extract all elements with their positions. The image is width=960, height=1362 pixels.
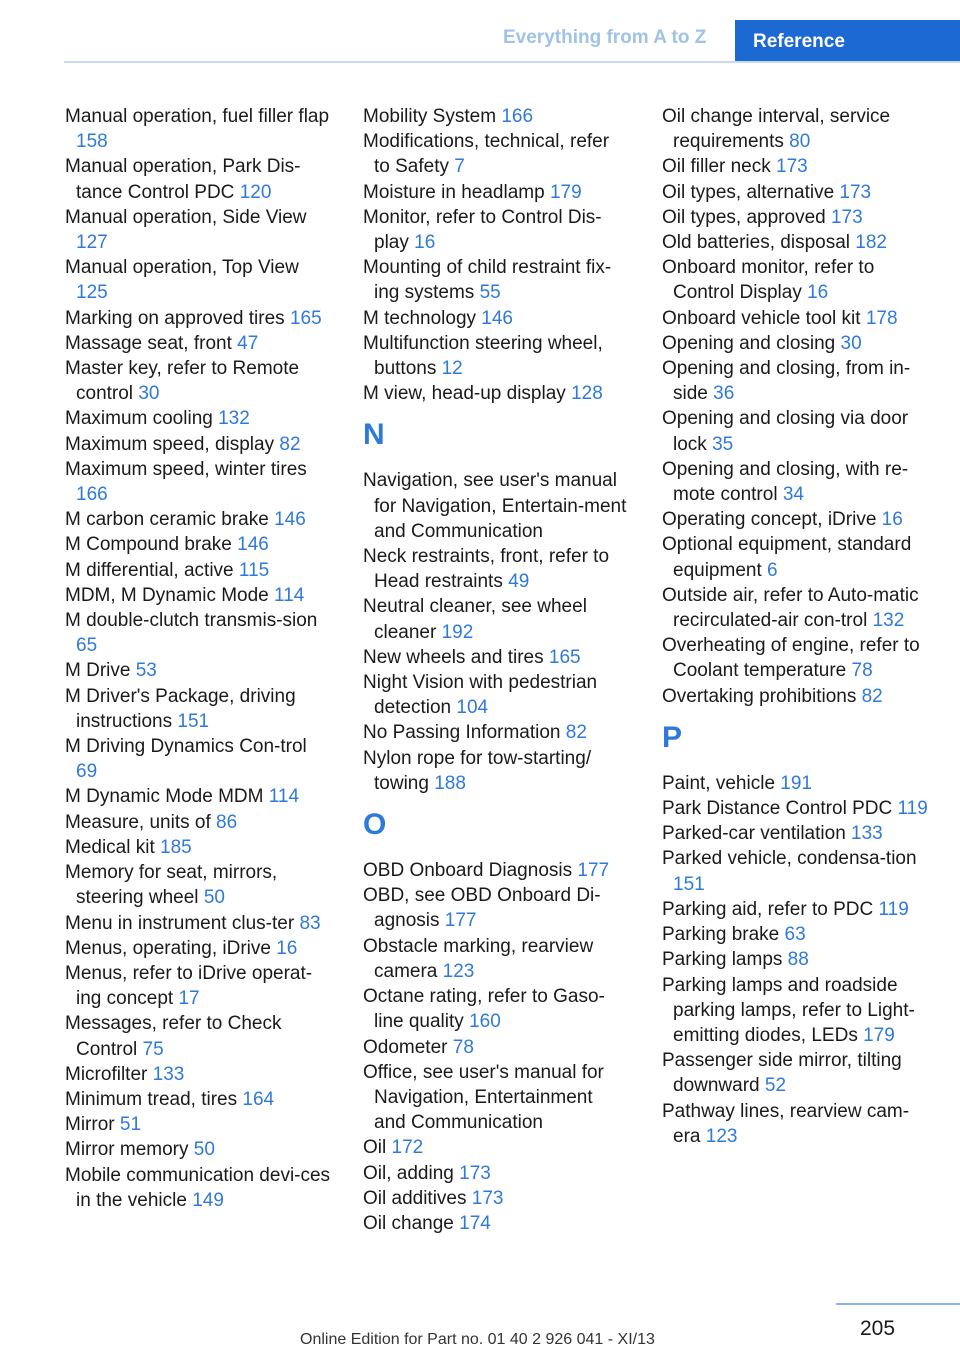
index-entry [65, 1163, 331, 1213]
page-link[interactable]: 80 [789, 131, 811, 153]
index-entry [65, 608, 331, 658]
index-term: Menu in instrument clus‐ter [65, 912, 295, 934]
index-term: Master key, refer to Remote control [65, 358, 300, 405]
page-link[interactable]: 120 [239, 181, 272, 203]
index-entry [65, 1062, 331, 1087]
index-term: Minimum tread, tires [65, 1088, 238, 1110]
index-term: Moisture in headlamp [363, 181, 545, 203]
page-link[interactable]: 158 [76, 131, 108, 153]
page-number: 205 [860, 1317, 896, 1340]
index-term: Oil filler neck [662, 156, 771, 178]
index-entry [662, 633, 928, 683]
page-link[interactable]: 16 [276, 937, 298, 959]
index-entry [65, 255, 331, 305]
page-link[interactable]: 188 [434, 772, 466, 794]
page-link[interactable]: 127 [76, 232, 108, 254]
page-link[interactable]: 178 [865, 307, 898, 329]
index-entry [65, 784, 331, 809]
index-entry [65, 406, 331, 431]
index-term: M differential, active [65, 559, 234, 581]
index-entry [662, 230, 928, 255]
page-link[interactable]: 123 [705, 1125, 738, 1147]
page-link[interactable]: 52 [764, 1075, 787, 1097]
index-term: Opening and closing, with re‐mote control [662, 458, 909, 506]
index-term: Memory for seat, mirrors, steering wheel [65, 862, 278, 909]
index-entry [363, 381, 629, 406]
index-entry [662, 1099, 928, 1149]
index-entry [662, 922, 928, 947]
page-link[interactable]: 69 [76, 761, 98, 783]
index-entry [65, 810, 331, 835]
index-entry [65, 432, 331, 457]
page-link[interactable]: 82 [279, 433, 301, 455]
index-entry [363, 129, 629, 179]
index-term: Menus, operating, iDrive [65, 937, 271, 959]
index-entry [363, 331, 629, 381]
index-term: Medical kit [65, 836, 155, 858]
index-term: OBD, see OBD Onboard Di‐agnosis [363, 885, 601, 932]
index-term: M view, head-up display [363, 383, 566, 405]
index-entry [65, 658, 331, 683]
index-term: Manual operation, fuel filler flap [65, 106, 330, 127]
index-term: Paint, vehicle [662, 772, 776, 794]
index-term: M double-clutch transmis‐sion [65, 610, 318, 632]
page-link[interactable]: 63 [784, 924, 806, 946]
index-term: Mobility System [363, 106, 497, 127]
page-link[interactable]: 177 [444, 910, 477, 932]
page-link[interactable]: 151 [673, 873, 705, 895]
page-link[interactable]: 173 [839, 181, 872, 203]
page-link[interactable]: 182 [855, 232, 887, 254]
page-link[interactable]: 78 [851, 660, 873, 682]
index-term: M Dynamic Mode MDM [65, 786, 264, 808]
index-entry [363, 180, 629, 205]
page-link[interactable]: 119 [878, 898, 909, 920]
index-letter-o: O [363, 808, 387, 842]
index-term: Parked-car ventilation [662, 823, 846, 845]
index-entry [363, 1186, 629, 1211]
page-link[interactable]: 7 [454, 156, 465, 178]
reference-tab-label: Reference [753, 31, 845, 52]
index-entry [65, 936, 331, 961]
page-link[interactable]: 177 [577, 860, 610, 882]
page-link[interactable]: 173 [459, 1162, 491, 1184]
index-entry [662, 255, 928, 305]
reference-tab[interactable] [735, 20, 960, 62]
page-link[interactable]: 115 [238, 559, 270, 581]
index-term: Overtaking prohibitions [662, 685, 857, 707]
index-entry [65, 558, 331, 583]
index-term: Neck restraints, front, refer to Head restraints [363, 546, 610, 593]
index-entry [65, 154, 331, 204]
index-entry [65, 684, 331, 734]
index-term: Navigation, see user's manual for Navigation, Entertain‐ment and Communication [363, 470, 627, 542]
page-link[interactable]: 165 [289, 307, 322, 329]
page-link[interactable]: 34 [782, 484, 804, 506]
index-entry [363, 255, 629, 305]
index-term: MDM, M Dynamic Mode [65, 584, 269, 606]
page-link[interactable]: 6 [767, 559, 778, 581]
index-term: M Driving Dynamics Con‐trol [65, 736, 307, 758]
index-term: Nylon rope for tow-starting/ towing [363, 747, 592, 794]
index-term: M Drive [65, 660, 131, 682]
page-link[interactable]: 128 [571, 383, 603, 405]
index-term: OBD Onboard Diagnosis [363, 860, 573, 882]
page-link[interactable]: 179 [549, 181, 582, 203]
index-column-2 [363, 104, 629, 1236]
index-term: New wheels and tires [363, 646, 544, 668]
page-link[interactable]: 133 [152, 1063, 185, 1085]
index-term: M carbon ceramic brake [65, 509, 269, 531]
index-column-1 [65, 104, 331, 1213]
index-term: Manual operation, Park Dis‐tance Control PDC [65, 156, 301, 203]
page-link[interactable]: 12 [441, 358, 463, 380]
index-term: Multifunction steering wheel, buttons [363, 332, 603, 380]
page-link[interactable]: 51 [119, 1114, 142, 1136]
index-term: Massage seat, front [65, 332, 232, 354]
index-entry [662, 331, 928, 356]
page-link[interactable]: 30 [138, 383, 160, 405]
index-term: Monitor, refer to Control Dis‐play [363, 206, 602, 254]
index-entry [363, 670, 629, 720]
page-link[interactable]: 47 [237, 332, 259, 354]
index-term: Passenger side mirror, tilting downward [662, 1050, 902, 1097]
index-term: Mirror [65, 1114, 115, 1136]
index-entry [363, 594, 629, 644]
page-link[interactable]: 123 [442, 960, 475, 982]
index-entry [662, 406, 928, 456]
index-entry [662, 1048, 928, 1098]
index-entry [363, 1161, 629, 1186]
index-entry [65, 1011, 331, 1061]
footer-rule [836, 1303, 960, 1305]
page-link[interactable]: 86 [216, 811, 238, 833]
page-link[interactable]: 160 [469, 1011, 501, 1033]
page-link[interactable]: 82 [565, 722, 587, 744]
index-entry [65, 835, 331, 860]
index-entry [662, 583, 928, 633]
index-term: Oil types, alternative [662, 181, 835, 203]
page-link[interactable]: 16 [881, 509, 903, 531]
page-link[interactable]: 185 [160, 836, 192, 858]
index-term: No Passing Information [363, 722, 561, 744]
index-term: Measure, units of [65, 811, 211, 833]
page-link[interactable]: 75 [142, 1038, 164, 1060]
section-title: Everything from A to Z [503, 27, 707, 48]
index-column-3 [662, 104, 928, 1149]
page-link[interactable]: 49 [508, 571, 530, 593]
index-term: Parking lamps and roadside parking lamps, refer to Light-emitting diodes, LEDs [662, 974, 915, 1046]
page-link[interactable]: 88 [787, 949, 809, 971]
index-entry [65, 911, 331, 936]
page-link[interactable]: 114 [274, 584, 305, 606]
index-entry [65, 1137, 331, 1162]
page-link[interactable]: 114 [268, 786, 300, 808]
page-link[interactable]: 119 [897, 798, 928, 820]
index-term: Oil additives [363, 1187, 467, 1209]
index-term: Operating concept, iDrive [662, 509, 877, 531]
index-term: Modifications, technical, refer to Safety [363, 131, 610, 178]
index-term: Menus, refer to iDrive operat‐ing concept [65, 962, 313, 1010]
page-link[interactable]: 174 [459, 1212, 491, 1234]
index-entry [65, 356, 331, 406]
index-entry [662, 796, 928, 821]
page-link[interactable]: 36 [713, 383, 735, 405]
page-link[interactable]: 16 [807, 282, 829, 304]
index-entry [363, 858, 629, 883]
index-entry [363, 645, 629, 670]
index-entry [363, 1035, 629, 1060]
page-link[interactable]: 50 [203, 887, 225, 909]
index-entry [662, 507, 928, 532]
index-entry [662, 821, 928, 846]
index-entry [65, 1087, 331, 1112]
page-link[interactable]: 192 [441, 621, 474, 643]
index-letter-p: P [662, 720, 683, 754]
page-link[interactable]: 83 [299, 912, 321, 934]
page-link[interactable]: 164 [242, 1088, 275, 1110]
index-term: Oil [363, 1137, 387, 1159]
index-entry [65, 306, 331, 331]
page-link[interactable]: 125 [76, 282, 108, 304]
index-entry [65, 734, 331, 784]
index-entry [363, 1135, 629, 1160]
index-term: Odometer [363, 1036, 448, 1058]
page-link[interactable]: 179 [863, 1024, 895, 1046]
index-entry [363, 306, 629, 331]
index-term: Manual operation, Side View [65, 206, 307, 228]
index-term: M Driver's Package, driving instructions [65, 685, 296, 732]
index-entry [363, 883, 629, 933]
page-link[interactable]: 82 [861, 685, 883, 707]
index-term: Maximum cooling [65, 408, 213, 430]
page-link[interactable]: 191 [780, 772, 812, 794]
index-entry [363, 205, 629, 255]
index-term: Oil change interval, service requirements [662, 106, 891, 153]
index-term: Opening and closing [662, 332, 836, 354]
page-link[interactable]: 50 [193, 1139, 215, 1161]
index-entry [65, 532, 331, 557]
index-term: M technology [363, 307, 477, 329]
index-entry [363, 468, 629, 544]
page-link[interactable]: 35 [712, 433, 734, 455]
index-entry [662, 771, 928, 796]
page-link[interactable]: 149 [192, 1189, 224, 1211]
page-link[interactable]: 55 [479, 282, 501, 304]
index-entry [65, 104, 331, 154]
index-entry [65, 860, 331, 910]
index-term: Night Vision with pedestrian detection [363, 672, 598, 719]
index-term: Marking on approved tires [65, 307, 285, 329]
index-term: Parking brake [662, 924, 780, 946]
edition-note: Online Edition for Part no. 01 40 2 926 041 - XI/13 [300, 1331, 655, 1348]
index-entry [662, 104, 928, 154]
index-entry [662, 532, 928, 582]
page-link[interactable]: 166 [76, 484, 108, 506]
page-link[interactable]: 173 [776, 156, 808, 178]
index-entry [363, 934, 629, 984]
index-entry [363, 544, 629, 594]
index-term: Oil, adding [363, 1162, 454, 1184]
index-entry [363, 720, 629, 745]
index-term: Neutral cleaner, see wheel cleaner [363, 596, 587, 643]
page-link[interactable]: 16 [414, 232, 436, 254]
index-term: Mounting of child restraint fix‐ing systems [363, 257, 612, 304]
index-term: Opening and closing via door lock [662, 408, 909, 455]
index-entry [363, 104, 629, 129]
index-term: Parked vehicle, condensa‐tion [662, 848, 917, 870]
index-entry [662, 947, 928, 972]
index-term: Onboard vehicle tool kit [662, 307, 861, 329]
index-term: Oil change [363, 1212, 454, 1234]
index-term: Octane rating, refer to Gaso‐line quality [363, 986, 605, 1033]
page-link[interactable]: 78 [452, 1036, 474, 1058]
page-link[interactable]: 132 [218, 408, 250, 430]
index-entry [363, 1060, 629, 1136]
page-header [0, 0, 960, 64]
index-entry [662, 684, 928, 709]
index-entry [662, 154, 928, 179]
index-entry [662, 205, 928, 230]
index-term: Onboard monitor, refer to Control Display [662, 257, 875, 304]
index-term: Parking aid, refer to PDC [662, 898, 874, 920]
index-entry [65, 507, 331, 532]
page-link[interactable]: 172 [391, 1137, 424, 1159]
page-link[interactable]: 166 [501, 106, 534, 127]
index-term: Parking lamps [662, 949, 783, 971]
index-entry [662, 846, 928, 896]
page-link[interactable]: 173 [471, 1187, 504, 1209]
page-link[interactable]: 146 [274, 509, 306, 531]
index-term: Old batteries, disposal [662, 232, 850, 254]
page-link[interactable]: 104 [456, 697, 489, 719]
page-link[interactable]: 65 [76, 635, 98, 657]
index-term: Oil types, approved [662, 206, 826, 228]
header-rule [64, 61, 960, 63]
index-entry [363, 1211, 629, 1236]
index-term: Maximum speed, winter tires [65, 458, 307, 480]
index-entry [65, 457, 331, 507]
index-term: Manual operation, Top View [65, 257, 299, 279]
index-term: Mirror memory [65, 1139, 189, 1161]
index-entry [662, 356, 928, 406]
page-link[interactable]: 173 [830, 206, 863, 228]
index-term: Maximum speed, display [65, 433, 275, 455]
index-entry [65, 1112, 331, 1137]
index-term: Mobile communication devi‐ces in the vehicle [65, 1164, 331, 1211]
index-term: Microfilter [65, 1063, 148, 1085]
page-link[interactable]: 146 [481, 307, 513, 329]
index-entry [662, 457, 928, 507]
page-link[interactable]: 151 [177, 710, 210, 732]
index-entry [662, 897, 928, 922]
index-entry [65, 961, 331, 1011]
index-entry [363, 984, 629, 1034]
index-entry [65, 583, 331, 608]
index-term: M Compound brake [65, 534, 232, 556]
index-term: Messages, refer to Check Control [65, 1013, 282, 1060]
index-term: Optional equipment, standard equipment [662, 534, 912, 581]
index-term: Office, see user's manual for Navigation, Entertainment and Communication [363, 1061, 604, 1134]
index-letter-n: N [363, 418, 385, 452]
index-entry [662, 306, 928, 331]
index-term: Overheating of engine, refer to Coolant temperature [662, 635, 920, 682]
page-link[interactable]: 17 [178, 988, 200, 1010]
index-term: Obstacle marking, rearview camera [363, 935, 594, 982]
index-entry [363, 746, 629, 796]
page-link[interactable]: 133 [851, 823, 883, 845]
index-entry [65, 205, 331, 255]
page-link[interactable]: 165 [548, 646, 581, 668]
index-entry [65, 331, 331, 356]
index-entry [662, 973, 928, 1049]
index-term: Pathway lines, rearview cam‐era [662, 1100, 910, 1147]
index-term: Opening and closing, from in‐side [662, 358, 911, 405]
page-link[interactable]: 132 [872, 610, 905, 632]
page-link[interactable]: 30 [840, 332, 862, 354]
index-term: Park Distance Control PDC [662, 798, 893, 820]
page-link[interactable]: 146 [237, 534, 269, 556]
index-entry [662, 180, 928, 205]
page-link[interactable]: 53 [135, 660, 157, 682]
index-term: Outside air, refer to Auto‐matic recirculated-air con‐trol [662, 584, 919, 632]
